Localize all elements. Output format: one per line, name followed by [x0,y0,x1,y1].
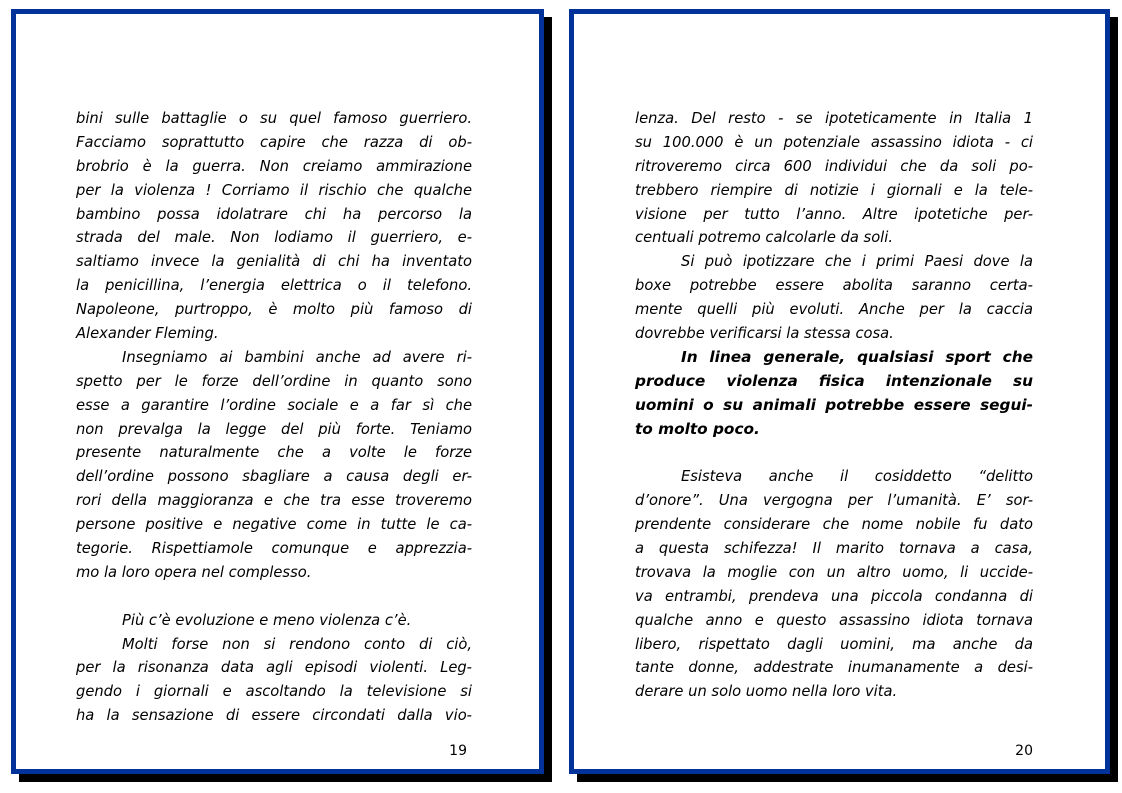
text-line: rori della maggioranza e che tra esse troveremo [76,492,472,510]
text-line: Alexander Fleming. [76,325,219,343]
text-line: Napoleone, purtroppo, è molto più famoso di [76,301,472,319]
text-line: ritroveremo circa 600 individui che da soli po- [635,157,1033,175]
text-line: Facciamo soprattutto capire che razza di ob- [76,133,472,151]
page-number: 19 [449,743,467,759]
text-line: boxe potrebbe essere abolita saranno certa- [635,277,1033,295]
text-line: trovava la moglie con un altro uomo, li uccide- [635,563,1033,581]
text-line: a questa schifezza! Il marito tornava a casa, [635,540,1033,558]
text-line: centuali potremo calcolarle da soli. [635,229,894,247]
right-page-text [635,107,1033,704]
text-line: Più c’è evoluzione e meno violenza c’è. [122,611,412,629]
text-line: libero, rispettato dagli uomini, ma anche da [635,635,1033,653]
text-line: saltiamo invece la genialità di chi ha inventato [76,253,472,271]
text-line: tante donne, addestrate inumanamente a desi- [635,659,1033,677]
text-line: derare un solo uomo nella loro vita. [635,683,898,701]
text-line: Esisteva anche il cosiddetto “delitto [681,468,1033,486]
left-page-text [76,107,472,728]
text-line: d’onore”. Una vergogna per l’umanità. E’ sor- [635,492,1033,510]
text-line: dovrebbe verificarsi la stessa cosa. [635,325,894,343]
page-number: 20 [1015,743,1033,759]
text-line: spetto per le forze dell’ordine in quanto sono [76,372,472,390]
text-line: bambino possa idolatrare chi ha percorso la [76,205,472,223]
bold-text-line: uomini o su animali potrebbe essere segui- [635,395,1033,414]
text-line: visione per tutto l’anno. Altre ipotetiche per- [635,205,1033,223]
text-line: bini sulle battaglie o su quel famoso guerriero. [76,110,472,127]
text-line: strada del male. Non lodiamo il guerriero, e- [76,229,472,247]
text-line: per la risonanza data agli episodi violenti. Leg- [76,659,472,677]
text-line: trebbero riempire di notizie i giornali e la tele- [635,181,1033,199]
text-line: non prevalga la legge del più forte. Teniamo [76,420,472,438]
text-line: presente naturalmente che a volte le forze [76,444,472,462]
text-line: la penicillina, l’energia elettrica o il telefono. [76,277,472,295]
bold-text-line: In linea generale, qualsiasi sport che [681,347,1033,366]
text-line: esse a garantire l’ordine sociale e a far sì che [76,396,472,414]
text-line: mente quelli più evoluti. Anche per la caccia [635,301,1033,319]
text-line: va entrambi, prendeva una piccola condanna di [635,587,1033,605]
blank-line [635,441,1033,465]
right-page [569,9,1110,774]
text-line: lenza. Del resto - se ipoteticamente in Italia 1 [635,110,1033,127]
text-line: per la violenza ! Corriamo il rischio che qualche [76,181,472,199]
text-line: prendente considerare che nome nobile fu dato [635,516,1033,534]
text-line: persone positive e negative come in tutte le ca- [76,516,472,534]
text-line: tegorie. Rispettiamole comunque e apprezzia- [76,540,472,558]
blank-line [76,585,472,609]
text-line: ha la sensazione di essere circondati dalla vio- [76,707,472,725]
bold-text-line: to molto poco. [635,419,760,438]
text-line: Insegniamo ai bambini anche ad avere ri- [122,348,472,366]
bold-text-line: produce violenza fisica intenzionale su [635,371,1033,390]
text-line: brobrio è la guerra. Non creiamo ammirazione [76,157,472,175]
text-line: qualche anno e questo assassino idiota tornava [635,611,1033,629]
text-line: mo la loro opera nel complesso. [76,563,312,581]
left-page [11,9,544,774]
text-line: Molti forse non si rendono conto di ciò, [122,635,472,653]
text-line: gendo i giornali e ascoltando la televisione si [76,683,472,701]
text-line: dell’ordine possono sbagliare a causa degli er- [76,468,472,486]
text-line: Si può ipotizzare che i primi Paesi dove la [681,253,1033,271]
text-line: su 100.000 è un potenziale assassino idiota - ci [635,133,1033,151]
